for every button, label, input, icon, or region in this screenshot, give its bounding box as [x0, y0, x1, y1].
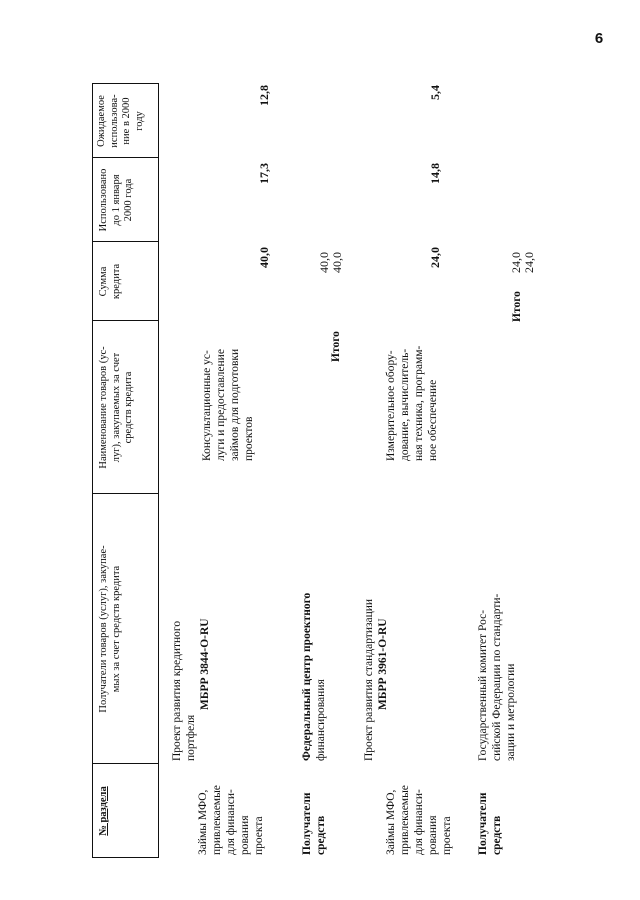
header-recipients [98, 494, 123, 764]
block1-total-values [318, 252, 344, 273]
recipient-line: Государственный комитет Рос- [477, 609, 489, 761]
header-expected-line: использова- [108, 94, 120, 148]
header-amount-line: Сумма [98, 266, 109, 297]
total-value: 24,0 [522, 252, 536, 273]
recipients-label-line: Получатели [301, 792, 313, 855]
header-goods-line: Наименование товаров (ус- [98, 346, 109, 469]
project-line: Проект развития стандартизации [363, 598, 375, 761]
header-bottom-border [158, 83, 159, 858]
section-line: проекта [441, 816, 453, 855]
total-value: 40,0 [317, 252, 331, 273]
block1-section [196, 785, 266, 855]
header-amount [98, 242, 123, 321]
goods-line: ная техника, программ- [413, 345, 425, 461]
recipient-line: финансирования [315, 679, 327, 761]
total-value: 24,0 [509, 252, 523, 273]
header-recipients-line: Получатели товаров (услуг), закупае- [98, 545, 109, 713]
block2-goods [384, 346, 440, 461]
block2-project [362, 599, 376, 761]
goods-line: Консультационные ус- [201, 350, 213, 461]
header-goods-line: средств кредита [123, 371, 134, 444]
section-line: для финанси- [413, 789, 425, 855]
project-line: портфеля [185, 714, 197, 761]
header-used [98, 158, 136, 242]
table-top-border [92, 83, 93, 858]
block2-expected: 5,4 [428, 85, 442, 100]
block2-amount: 24,0 [428, 247, 442, 268]
block1-amount: 40,0 [257, 247, 271, 268]
recipient-line: сийской Федерации по стандарти- [491, 593, 503, 761]
header-expected-line: году [133, 111, 145, 131]
header-used-line: Использовано [98, 168, 109, 232]
goods-line: луги и предоставление [215, 349, 227, 461]
total-value: 40,0 [330, 252, 344, 273]
block2-total-values [510, 252, 536, 273]
block1-project-code: МБРР 3844-О-RU [199, 618, 211, 710]
section-line: Займы МФО, [197, 789, 209, 855]
header-recipients-line: мых за счет средств кредита [110, 565, 122, 693]
recipients-label-line: средств [315, 815, 327, 855]
section-line: рования [427, 815, 439, 855]
header-expected [96, 84, 146, 158]
page-number: 6 [594, 30, 604, 47]
goods-line: дование, вычислитель- [399, 348, 411, 461]
recipients-label-line: средств [491, 815, 503, 855]
recipients-label-line: Получатели [477, 792, 489, 855]
section-line: рования [239, 815, 251, 855]
block1-expected: 12,8 [257, 85, 271, 106]
header-section: № раздела [98, 786, 109, 836]
recipient-line: зации и метрологии [505, 663, 517, 761]
block2-total-label: Итого [511, 291, 523, 322]
block2-section [384, 785, 454, 855]
goods-line: Измерительное обору- [385, 350, 397, 461]
block1-recipients-label [300, 792, 328, 855]
section-line: для финанси- [225, 789, 237, 855]
goods-line: ное обеспечение [427, 379, 439, 461]
block2-recipients-label [476, 792, 504, 855]
block2-used: 14,8 [428, 163, 442, 184]
section-line: привлекаемые [399, 785, 411, 855]
block1-goods [200, 349, 256, 461]
section-line: проекта [253, 816, 265, 855]
header-used-line: 2000 года [123, 178, 134, 222]
header-expected-line: Ожидаемое [96, 95, 107, 147]
header-amount-line: кредита [110, 263, 122, 300]
project-line: Проект развития кредитного [171, 620, 183, 761]
block1-used: 17,3 [257, 163, 271, 184]
block1-project [170, 621, 198, 761]
block2-project-code: МБРР 3961-О-RU [377, 618, 389, 710]
header-expected-line: ние в 2000 [121, 97, 132, 145]
recipient-line: Федеральный центр проектного [301, 592, 313, 761]
header-goods [98, 321, 136, 494]
section-line: Займы МФО, [385, 789, 397, 855]
block1-recipient [300, 593, 328, 761]
header-used-line: до 1 января [110, 174, 122, 226]
goods-line: проектов [243, 416, 255, 461]
block2-recipient [476, 594, 518, 761]
section-line: привлекаемые [211, 785, 223, 855]
header-goods-line: луг), закупаемых за счет [110, 352, 122, 463]
block1-total-label: Итого [330, 331, 342, 362]
goods-line: займов для подготовки [229, 348, 241, 461]
rotated-table [92, 83, 536, 858]
